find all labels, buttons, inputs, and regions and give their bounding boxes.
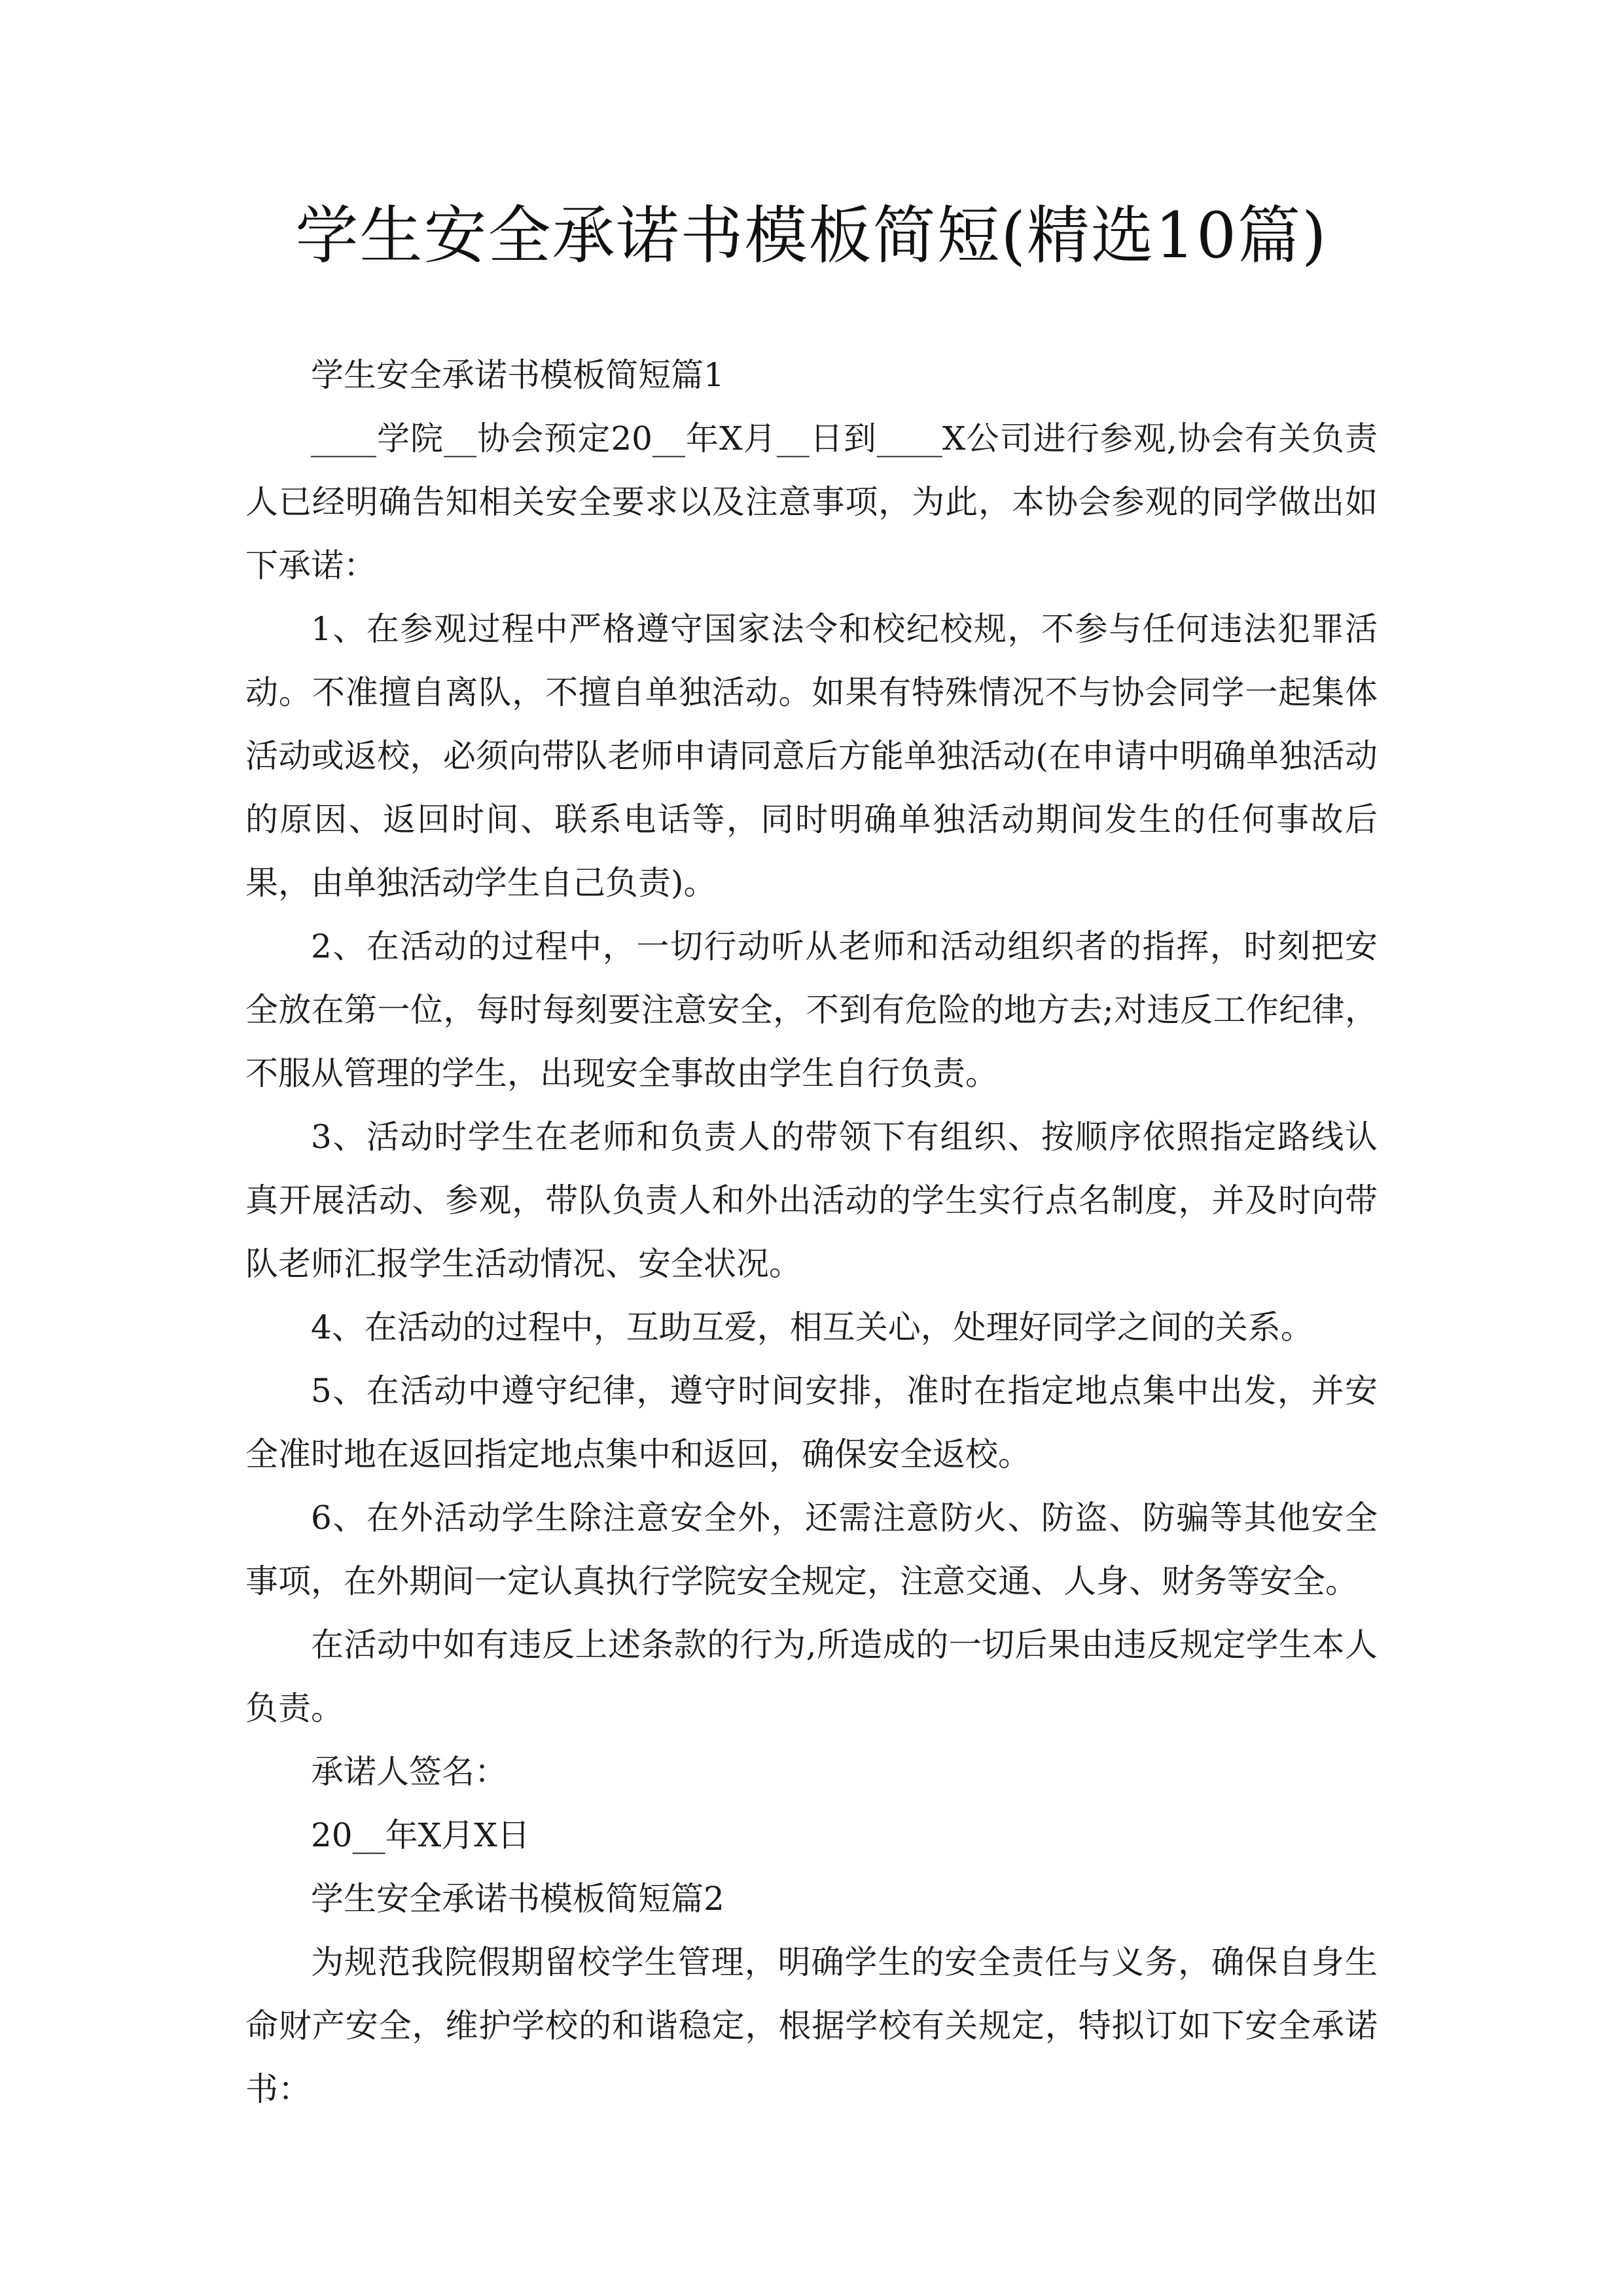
paragraph-item-2: 2、在活动的过程中，一切行动听从老师和活动组织者的指挥，时刻把安全放在第一位，每时每刻要注意安全，不到有危险的地方去;对违反工作纪律，不服从管理的学生，出现安全事故由学生自行负责。 — [245, 927, 1378, 1092]
paragraph-item-1: 1、在参观过程中严格遵守国家法令和校纪校规，不参与任何违法犯罪活动。不准擅自离队，不擅自单独活动。如果有特殊情况不与协会同学一起集体活动或返校，必须向带队老师申请同意后方能单独活动(在申请中明确单独活动的原因、返回时间、联系电话等，同时明确单独活动期间发生的任何事故后果，由单独活动学生自己负责)。 — [245, 610, 1378, 902]
section-heading-1: 学生安全承诺书模板简短篇1 — [311, 356, 724, 394]
paragraph-intro-1: ____学院__协会预定20__年X月__日到____X公司进行参观,协会有关负责人已经明确告知相关安全要求以及注意事项，为此，本协会参观的同学做出如下承诺： — [245, 420, 1378, 584]
section-heading-2: 学生安全承诺书模板简短篇2 — [311, 1880, 724, 1918]
document-body — [245, 344, 1378, 2121]
document-title: 学生安全承诺书模板简短(精选10篇) — [295, 199, 1328, 272]
date-line: 20__年X月X日 — [311, 1816, 530, 1854]
paragraph-item-3: 3、活动时学生在老师和负责人的带领下有组织、按顺序依照指定路线认真开展活动、参观，带队负责人和外出活动的学生实行点名制度，并及时向带队老师汇报学生活动情况、安全状况。 — [245, 1118, 1378, 1283]
paragraph-intro-2: 为规范我院假期留校学生管理，明确学生的安全责任与义务，确保自身生命财产安全，维护学校的和谐稳定，根据学校有关规定，特拟订如下安全承诺书： — [245, 1943, 1378, 2108]
paragraph-item-6: 6、在外活动学生除注意安全外，还需注意防火、防盗、防骗等其他安全事项，在外期间一定认真执行学院安全规定，注意交通、人身、财务等安全。 — [245, 1499, 1378, 1600]
paragraph-item-5: 5、在活动中遵守纪律，遵守时间安排，准时在指定地点集中出发，并安全准时地在返回指定地点集中和返回，确保安全返校。 — [245, 1372, 1378, 1473]
paragraph-liability: 在活动中如有违反上述条款的行为,所造成的一切后果由违反规定学生本人负责。 — [245, 1626, 1378, 1727]
signature-line: 承诺人签名： — [311, 1753, 507, 1791]
paragraph-item-4: 4、在活动的过程中，互助互爱，相互关心，处理好同学之间的关系。 — [311, 1308, 1313, 1346]
